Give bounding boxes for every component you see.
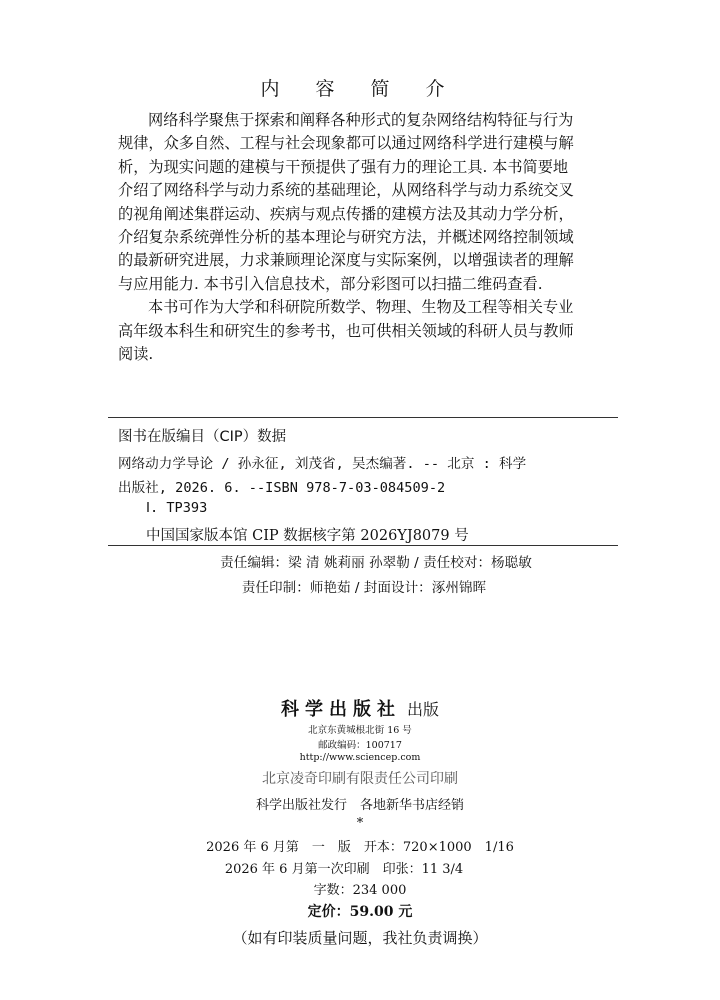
cip-classification: Ⅰ. TP393 [146,500,208,516]
editor-credits: 责任编辑：梁 清 姚莉丽 孙翠勒 / 责任校对：杨聪敏 [220,555,532,571]
summary-line: 介绍了网络科学与动力系统的基础理论，从网络科学与动力系统交叉 [118,181,574,200]
summary-line: 规律，众多自然、工程与社会现象都可以通过网络科学进行建模与解 [118,134,574,153]
summary-line: 的最新研究进展，力求兼顾理论深度与实际案例，以增强读者的理解 [118,251,574,270]
divider-bottom [108,545,618,546]
word-count: 字数：234 000 [313,883,407,898]
cip-record-line: 出版社, 2026. 6. --ISBN 978-7-03-084509-2 [118,480,446,496]
summary-line: 网络科学聚焦于探索和阐释各种形式的复杂网络结构特征与行为 [148,111,574,129]
edition-info: 2026 年 6 月第 一 版 开本：720×1000 1/16 [206,840,514,855]
cip-record-line: 网络动力学导论 / 孙永征, 刘茂省, 吴杰编著. -- 北京 : 科学 [118,456,527,472]
divider-top [108,417,618,418]
publisher-name: 科学出版社 [280,699,401,720]
printer-info: 北京凌奇印刷有限责任公司印刷 [262,771,458,787]
printing-info: 2026 年 6 月第一次印刷 印张：11 3/4 [224,862,464,877]
cip-heading: 图书在版编目（CIP）数据 [118,429,287,445]
publisher-address: 北京东黄城根北街 16 号 [308,725,412,736]
publisher-line [0,695,720,721]
summary-paragraph-1 [118,109,608,366]
summary-line: 与应用能力. 本书引入信息技术，部分彩图可以扫描二维码查看. [118,274,543,293]
publisher-website: http://www.sciencep.com [299,752,421,763]
separator-star: * [356,816,364,831]
publisher-postcode: 邮政编码：100717 [318,740,402,751]
summary-line: 析，为现实问题的建模与干预提供了强有力的理论工具. 本书简要地 [118,157,569,176]
price: 定价：59.00 元 [307,904,413,920]
distribution-info: 科学出版社发行 各地新华书店经销 [255,798,464,813]
publisher-suffix: 出版 [406,700,439,719]
page-title: 内 容 简 介 [260,78,460,100]
quality-notice: （如有印装质量问题，我社负责调换） [232,929,488,947]
summary-line: 介绍复杂系统弹性分析的基本理论与研究方法，并概述网络控制领域 [118,228,574,247]
summary-line: 的视角阐述集群运动、疾病与观点传播的建模方法及其动力学分析， [118,204,574,223]
summary-line: 阅读. [118,345,154,364]
summary-line: 本书可作为大学和科研院所数学、物理、生物及工程等相关专业 [148,298,574,317]
cip-library-record: 中国国家版本馆 CIP 数据核字第 2026YJ8079 号 [146,528,469,544]
production-credits: 责任印制：师艳茹 / 封面设计：涿州锦晖 [241,580,487,596]
summary-line: 高年级本科生和研究生的参考书，也可供相关领域的科研人员与教师 [118,321,574,340]
